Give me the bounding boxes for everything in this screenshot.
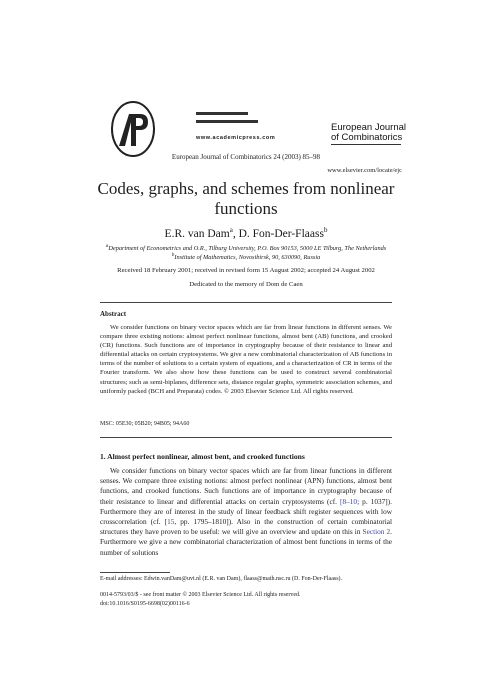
- paper-title: Codes, graphs, and schemes from nonlinear functions: [97, 179, 395, 218]
- journal-logo-line1: European Journal: [331, 122, 406, 133]
- abstract-body: We consider functions on binary vector spaces which are far from linear functions in different senses. We compare three existing notions: almost perfect nonlinear functions, almost bent (AB) functions, and crooked (CR) functions. Such functions are of importance in cryptography because of their resistance to linear and differential attacks on certain cryptosystems. We give a new combinatorial characterization of AB functions in terms of the number of solutions to a certain system of equations, and a characterization of CR in terms of the Fourier transform. We also show how these functions can be used to construct several combinatorial structures; such as semi-biplanes, difference sets, distance regular graphs, symmetric association schemes, and uniformly packed (BCH and Preparata) codes. © 2003 Elsevier Science Ltd. All rights reserved.: [100, 324, 392, 395]
- publisher-logo-icon: [110, 100, 156, 158]
- dedication: Dedicated to the memory of Dom de Caen: [189, 281, 303, 288]
- journal-logo-line2: of Combinatorics: [331, 132, 403, 143]
- author-2: , D. Fon-Der-Flaass: [232, 227, 324, 240]
- doi-line: doi:10.1016/S0195-6698(02)00116-6: [100, 601, 190, 607]
- section-link[interactable]: Section 2: [362, 527, 391, 537]
- abstract-bottom-rule: [100, 437, 392, 438]
- received-dates: Received 18 February 2001; received in revised form 15 August 2002; accepted 24 August 2002: [117, 267, 375, 274]
- abstract-heading: Abstract: [100, 310, 127, 318]
- msc-codes: MSC: 05E30; 05B20; 94B05; 94A60: [100, 421, 190, 427]
- issn-line: 0014-5793/03/$ - see front matter © 2003 Elsevier Science Ltd. All rights reserved.: [100, 592, 301, 598]
- section-body: We consider functions on binary vector spaces which are far from linear functions in different senses. We compare three existing notions: almost perfect nonlinear (APN) functions, almost bent functions, and crooked functions. Such functions are of importance in cryptography because of their resistance to linear and differential attacks on certain cryptosystems (cf. [8–10; p. 1037]). Furthermore they are of interest in the study of linear feedback shift register sequences with low crosscorrelation (cf. [15, pp. 1795–1810]). Also in the construction of certain combinatorial structures they have proven to be useful: we will give an overview and update on this in Section 2. Furthermore we give a new combinatorial characterization of almost bent functions in terms of the number of solutions: [100, 466, 392, 557]
- author-2-mark: b: [323, 226, 328, 234]
- citation-link[interactable]: [8–10: [340, 496, 358, 506]
- author-1-mark: a: [229, 226, 233, 234]
- citation-link[interactable]: 15: [167, 517, 175, 527]
- journal-logo: [331, 123, 406, 143]
- abstract-top-rule: [100, 302, 392, 303]
- affiliation-b: $^b$Institute of Mathematics, Novosibirsk, 90, 630090, Russia: [171, 252, 321, 262]
- author-1: E.R. van Dam: [164, 227, 230, 240]
- journal-url-link[interactable]: www.elsevier.com/locate/ejc: [327, 167, 402, 174]
- journal-reference: European Journal of Combinatorics 24 (2003) 85–98: [171, 153, 321, 161]
- section-heading: 1. Almost perfect nonlinear, almost bent, and crooked functions: [100, 452, 305, 461]
- paper-authors: [0, 226, 492, 240]
- footnote-rule: [100, 572, 170, 573]
- publisher-wordmark-icon: [196, 112, 258, 128]
- publisher-name: www.academicpress.com: [196, 135, 276, 141]
- journal-logo-rule: [331, 144, 401, 145]
- email-footnote: E-mail addresses: Edwin.vanDam@uvt.nl (E.R. van Dam), flaass@math.nsc.ru (D. Fon-Der-Flaass).: [100, 576, 343, 582]
- affiliation-a: $^a$Department of Econometrics and O.R., Tilburg University, P.O. Box 90153, 5000 LE Tilburg, The Netherlands: [105, 243, 387, 253]
